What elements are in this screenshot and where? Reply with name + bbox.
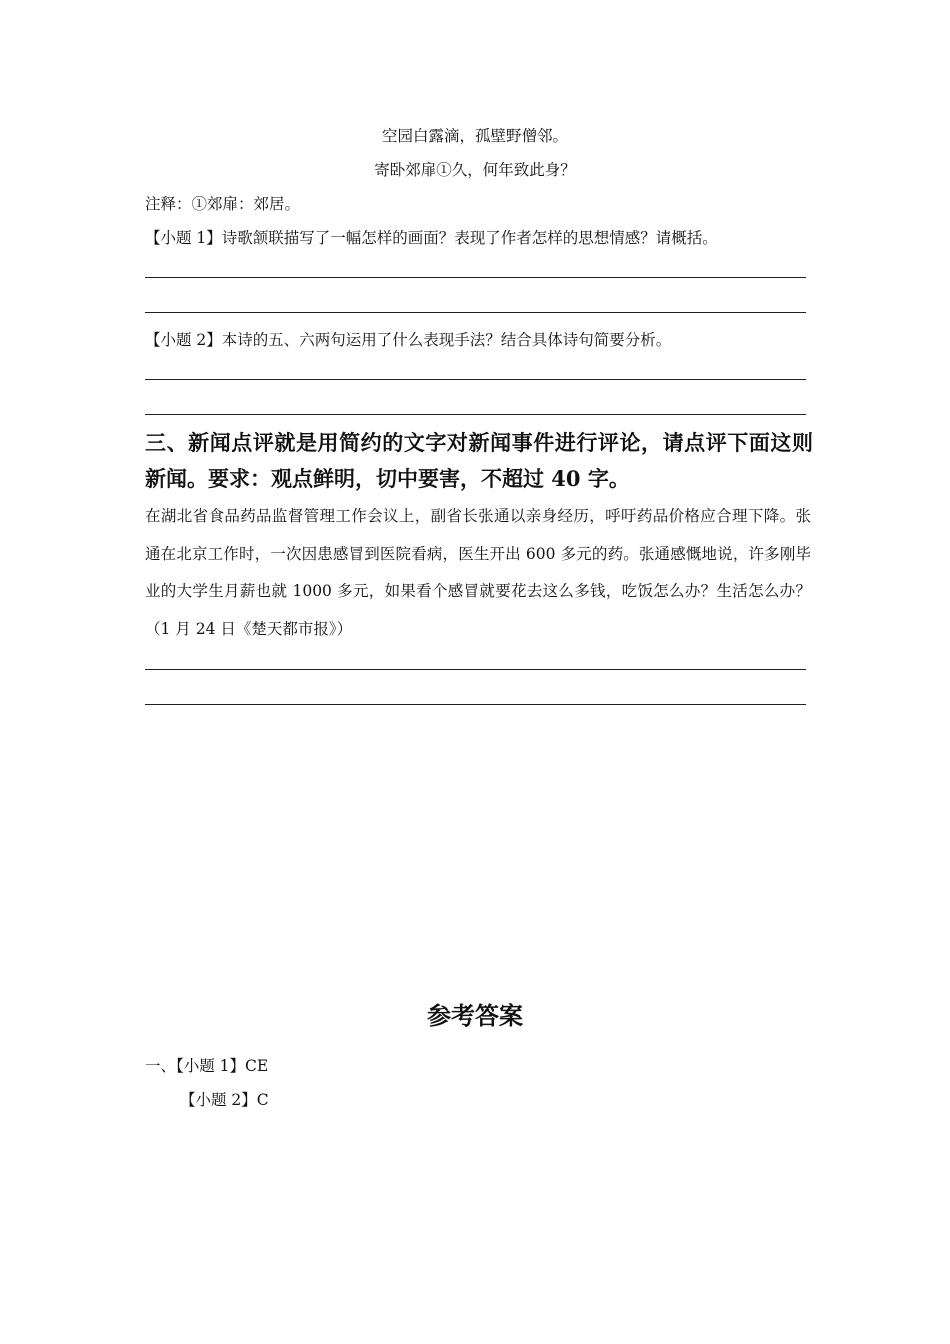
answer-line-q2-1 <box>145 379 806 380</box>
answer-line-q2-2 <box>145 414 806 415</box>
answer-item-1: 一、【小题 1】CE <box>145 1057 269 1075</box>
poem-line-1: 空园白露滴，孤壁野僧邻。 <box>381 127 568 145</box>
answer-line-q1-1 <box>145 277 806 278</box>
poem-line-2: 寄卧郊扉①久，何年致此身？ <box>374 161 576 179</box>
answer-key-title: 参考答案 <box>427 1001 523 1030</box>
answer-line-news-1 <box>145 669 806 670</box>
answer-item-2: 【小题 2】C <box>180 1091 269 1109</box>
section-3-heading: 三、新闻点评就是用简约的文字对新闻事件进行评论，请点评下面这则新闻。要求：观点鲜明，切中要害，不超过 40 字。 <box>145 430 813 491</box>
question-1: 【小题 1】诗歌颔联描写了一幅怎样的画面？表现了作者怎样的思想情感？请概括。 <box>145 229 718 247</box>
news-paragraph: 在湖北省食品药品监督管理工作会议上，副省长张通以亲身经历，呼吁药品价格应合理下降。张通在北京工作时，一次因患感冒到医院看病，医生开出 600 多元的药。张通感慨地说，许多刚毕业的大学生月薪也就 1000 多元，如果看个感冒就要花去这么多钱，吃饭怎么办？生活怎么办？（1 月 24 日《楚天都市报》） <box>145 507 811 638</box>
answer-line-news-2 <box>145 704 806 705</box>
poem-note: 注释：①郊扉：郊居。 <box>145 195 301 213</box>
question-2: 【小题 2】本诗的五、六两句运用了什么表现手法？结合具体诗句简要分析。 <box>145 331 672 349</box>
answer-line-q1-2 <box>145 312 806 313</box>
